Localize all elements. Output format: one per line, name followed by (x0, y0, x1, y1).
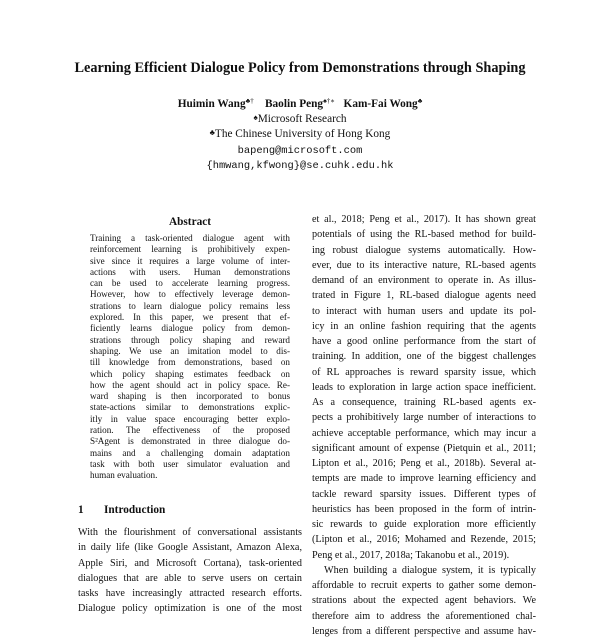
text-line: leads to exploration in large action space inefficient. (312, 381, 536, 393)
text-line: human evaluation. (90, 470, 158, 481)
text-line: tasks have increasingly attracted research efforts. (78, 588, 302, 600)
text-line: icy in an online fashion requiring that the agents (312, 320, 536, 332)
paragraph (312, 212, 536, 563)
affiliation (30, 128, 570, 140)
affiliation (30, 113, 570, 125)
text-line: state-actions similar to demonstrations explic- (90, 402, 290, 413)
text-line: of RL approaches is reward sparsity issue, which (312, 366, 536, 378)
email: bapeng@microsoft.com (237, 145, 363, 157)
author-name: Baolin Peng (265, 98, 324, 110)
abstract-body (90, 233, 290, 482)
text-line: ration. The effectiveness of the proposed (90, 425, 290, 436)
affiliation-text: Microsoft Research (257, 113, 347, 125)
text-line: With the flourishment of conversational assistants (78, 527, 302, 538)
author-list (30, 97, 570, 110)
email: {hmwang,kfwong}@se.cuhk.edu.hk (206, 160, 394, 172)
text-line: task with both user simulator evaluation and (90, 458, 290, 469)
author-name: Huimin Wang (177, 98, 246, 110)
affiliation-text: The Chinese University of Hong Kong (214, 128, 391, 140)
text-line: strations about the expected agent behaviors. We (312, 595, 536, 607)
text-line: As a consequence, training RL-based agents ex- (312, 397, 536, 408)
text-line: Lipton et al., 2016; Peng et al., 2018b). Several at- (312, 458, 536, 469)
text-line: heuristics has been proposed in the form of intrin- (312, 503, 536, 515)
text-line: et al., 2018; Peng et al., 2017). It has shown great (312, 214, 536, 225)
text-line: actions with users. Human demonstrations (90, 266, 290, 277)
author-mark: ♠†∗ (323, 97, 336, 105)
text-line: S²Agent is demonstrated in three dialogue do- (90, 436, 290, 447)
text-line: training. In addition, one of the biggest challenges (312, 351, 536, 363)
text-line: mains and a challenging domain adaptation (90, 447, 290, 458)
text-line: strations through policy shaping and reward (90, 334, 290, 345)
text-line: to interact with human users and update its pol- (312, 305, 536, 317)
text-line: how the agent should act in policy space. Re- (90, 379, 290, 390)
text-line: trated in Figure 1, RL-based dialogue agents need (312, 290, 536, 302)
text-line: till knowledge from demonstrations, based on (90, 357, 290, 368)
text-line: lenges from a different perspective and assume hav- (312, 625, 536, 637)
text-line: Training a task-oriented dialogue agent with (90, 233, 290, 243)
text-line: When building a dialogue system, it is typically (324, 564, 536, 576)
text-line: (Lipton et al., 2016; Mohamed and Rezende, 2015; (312, 534, 536, 546)
section-title: Introduction (104, 504, 166, 516)
text-line: strations to learn dialogue policy remains less (90, 300, 290, 311)
text-line: have a good online performance from the start of (312, 336, 536, 347)
text-line: dialogues that are able to serve users on certain (78, 572, 302, 584)
text-line: itly in value space encouraging better explo- (90, 413, 290, 424)
text-line: sive since it requires a large volume of inter- (90, 255, 290, 266)
text-line: in daily life (like Google Assistant, Amazon Alexa, (78, 542, 302, 554)
affiliation-mark: ♣ (209, 128, 215, 137)
text-line: pects a prohibitively large number of interactions to (312, 412, 536, 424)
text-line: tackle reward sparsity issues. Different types of (312, 488, 536, 500)
author-name: Kam-Fai Wong (343, 98, 418, 110)
text-line: Peng et al., 2017, 2018a; Takanobu et al., 2019). (312, 549, 510, 561)
text-line: explored. In this paper, we present that ef- (90, 312, 290, 323)
text-line: ever, due to its interactive nature, RL-based agents (312, 259, 536, 271)
author-mark: ♣† (245, 97, 254, 105)
left-column-text (78, 525, 302, 617)
text-line: However, how to effectively leverage demon- (90, 289, 290, 300)
text-line: demand of an environment to operate in. As illus- (312, 275, 536, 286)
section-heading (78, 504, 165, 516)
right-column-text (312, 212, 536, 639)
text-line: sic rewards to guide exploration more efficiently (312, 519, 536, 530)
text-line: ficiently learns dialogue policy from demon- (90, 323, 290, 334)
paragraph (312, 563, 536, 639)
text-line: potentials of using the RL-based method for build- (312, 229, 536, 241)
text-line: therefore aim to address the aforementioned chal- (312, 610, 536, 622)
text-line: shaping. We use an imitation model to dis- (90, 345, 290, 356)
text-line: can be used to accelerate learning progress. (90, 278, 290, 289)
paper-title: Learning Efficient Dialogue Policy from Demonstrations through Shaping (74, 60, 526, 76)
text-line: ing robust dialogue systems automatically. How- (312, 244, 536, 256)
text-line: affordable to recruit experts to gather some demon- (312, 580, 536, 591)
text-line: tempts are made to improve learning efficiency and (312, 473, 536, 485)
abstract-heading: Abstract (168, 216, 212, 228)
section-number: 1 (78, 504, 84, 516)
text-line: significant amount of expense (Pietquin et al., 2011; (312, 442, 536, 454)
text-line: which policy shaping estimates feedback on (90, 368, 290, 379)
text-line: reinforcement learning is prohibitively expen- (90, 244, 290, 255)
affiliation-mark: ♠ (253, 113, 258, 122)
text-line: achieve acceptable performance, which may incur a (312, 427, 536, 439)
author-mark: ♣ (417, 97, 423, 105)
text-line: Apple Siri, and Microsoft Cortana), task-oriented (78, 557, 302, 569)
text-line: Dialogue policy optimization is one of the most (78, 603, 302, 615)
text-line: ward shaping is then incorporated to bonus (90, 391, 290, 402)
